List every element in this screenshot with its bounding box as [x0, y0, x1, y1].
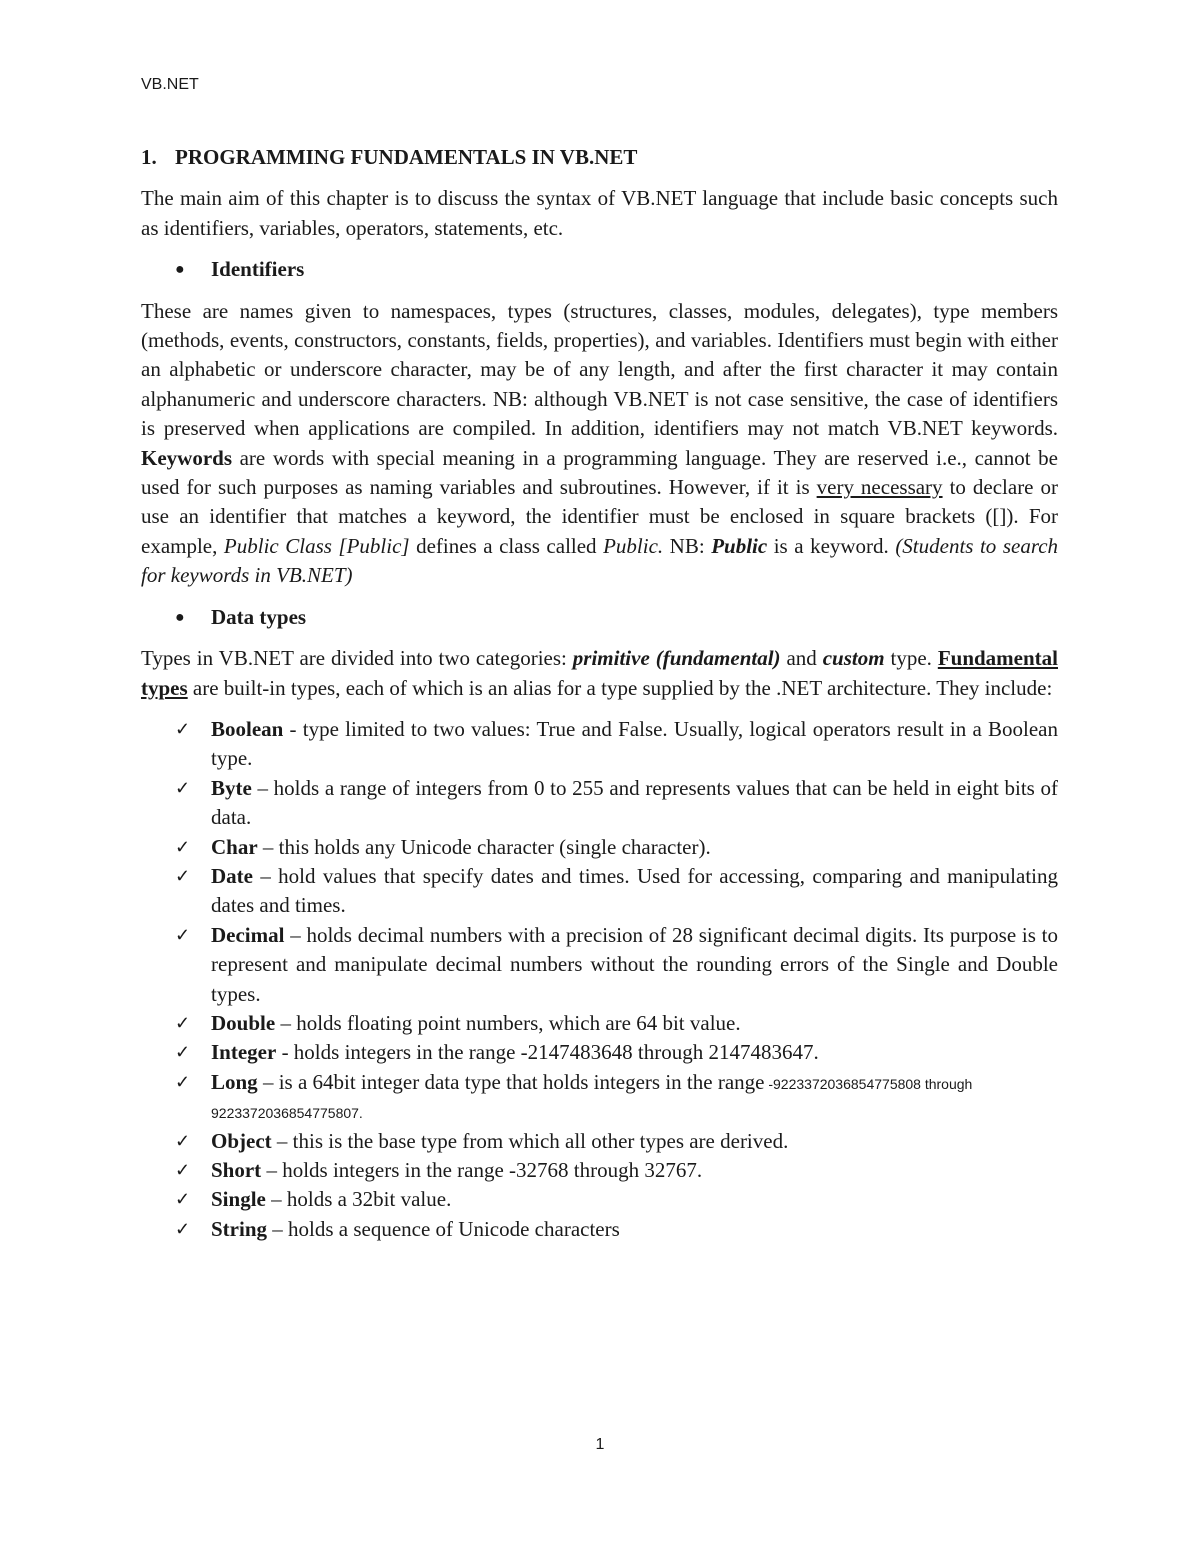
type-description: – holds a 32bit value. [265, 1187, 452, 1212]
list-item [141, 1185, 1058, 1214]
section-data-types [141, 603, 1058, 632]
page-header: VB.NET [141, 76, 199, 93]
list-item [141, 774, 1058, 833]
bullet-icon: ● [175, 261, 185, 279]
list-item [141, 1215, 1058, 1244]
checkmark-icon: ✓ [175, 718, 191, 739]
list-item [141, 715, 1058, 774]
type-name: Short [211, 1158, 262, 1182]
list-item [141, 833, 1058, 862]
checkmark-icon: ✓ [175, 777, 191, 798]
list-item [141, 1009, 1058, 1038]
keyword-public: Public [711, 533, 768, 558]
page-number: 1 [595, 1436, 605, 1453]
section-title: Identifiers [211, 257, 305, 282]
text-run: to declare or use an identifier that matches a keyword, the identifier must be enclosed in square brackets ([]). For example, [141, 475, 1058, 558]
type-name: String [211, 1216, 268, 1241]
section-title: Data types [211, 604, 307, 629]
chapter-title: PROGRAMMING FUNDAMENTALS IN VB.NET [175, 145, 638, 169]
type-description: – holds integers in the range -32768 through 32767. [261, 1158, 703, 1182]
type-name: Integer [211, 1040, 277, 1065]
intro-paragraph: The main aim of this chapter is to discuss the syntax of VB.NET language that include basic concepts such as identifiers, variables, operators, statements, etc. [141, 186, 1058, 240]
checkmark-icon: ✓ [175, 1189, 191, 1210]
checkmark-icon: ✓ [175, 1012, 191, 1033]
type-name: Char [211, 834, 258, 859]
list-item [141, 1156, 1058, 1185]
checkmark-icon: ✓ [175, 1130, 191, 1151]
section-identifiers [141, 255, 1058, 284]
datatypes-paragraph [141, 644, 1058, 703]
type-name: Double [211, 1010, 276, 1035]
type-description: – holds a range of integers from 0 to 255 and represents values that can be held in eight bits of data. [211, 775, 1058, 830]
type-name: Date [211, 863, 253, 888]
type-description: – this is the base type from which all other types are derived. [271, 1128, 789, 1153]
type-name: Single [211, 1187, 266, 1212]
keywords-term: Keywords [141, 445, 232, 470]
text-run: NB: [669, 533, 705, 558]
type-description: – is a 64bit integer data type that holds integers in the range [257, 1069, 765, 1094]
class-name: Public. [603, 533, 664, 558]
list-item [141, 862, 1058, 921]
checkmark-icon: ✓ [175, 836, 191, 857]
list-item [141, 1038, 1058, 1067]
type-description: – holds a sequence of Unicode characters [267, 1216, 620, 1241]
fundamental-types-term: Fundamental types [141, 646, 1058, 700]
long-range-end: 9223372036854775807. [211, 1105, 363, 1122]
type-description: – holds decimal numbers with a precision of 28 significant decimal digits. Its purpose is to represent and manipulate decimal numbers without the rounding errors of the Single and Double types. [211, 922, 1058, 1006]
underlined-phrase: very necessary [816, 475, 943, 500]
checkmark-icon: ✓ [175, 1042, 191, 1063]
code-example: Public Class [Public] [223, 533, 410, 558]
type-name: Byte [211, 775, 252, 800]
type-description: – hold values that specify dates and times. Used for accessing, comparing and manipulating dates and times. [211, 863, 1058, 918]
type-description: – holds floating point numbers, which are 64 bit value. [275, 1010, 741, 1035]
chapter-number: 1. [141, 145, 157, 169]
type-name: Object [211, 1128, 272, 1153]
type-description: – this holds any Unicode character (single character). [257, 834, 711, 859]
data-types-list [141, 715, 1058, 1244]
type-name: Boolean [211, 716, 284, 741]
list-item [141, 1127, 1058, 1156]
checkmark-icon: ✓ [175, 1160, 191, 1180]
long-range-start: -9223372036854775808 through [764, 1075, 973, 1092]
text-run: These are names given to namespaces, types (structures, classes, modules, delegates), type members (methods, events, constructors, constants, fields, properties), and variables. Identifiers must begin with either an alphabetic or underscore character, may be of any length, and after the first character it may contain alphanumeric and underscore characters. NB: although VB.NET is not case sensitive, the case of identifiers is preserved when applications are compiled. In addition, identifiers may not match VB.NET keywords. [141, 298, 1058, 441]
identifiers-paragraph [141, 297, 1058, 591]
text-run: are built-in types, each of which is an alias for a type supplied by the .NET architecture. They include: [192, 675, 1053, 700]
type-name: Decimal [211, 922, 285, 947]
list-item [141, 921, 1058, 1009]
document-body [141, 143, 1058, 1244]
primitive-term: primitive (fundamental) [572, 646, 781, 671]
text-run: are words with special meaning in a programming language. They are reserved i.e., cannot be used for such purposes as naming variables and subroutines. However, if it is [141, 445, 1059, 500]
list-item-long [141, 1068, 1058, 1127]
type-name: Long [211, 1069, 258, 1094]
chapter-heading [141, 143, 1058, 172]
checkmark-icon: ✓ [175, 865, 191, 886]
text-run: defines a class called [416, 533, 597, 558]
type-description: - holds integers in the range -2147483648 through 2147483647. [276, 1040, 819, 1065]
students-note: (Students to search for keywords in VB.NET) [141, 533, 1059, 588]
text-run: Types in VB.NET are divided into two categories: [141, 646, 567, 671]
text-run: type. [890, 646, 932, 671]
checkmark-icon: ✓ [175, 1218, 191, 1239]
custom-term: custom [822, 646, 885, 671]
text-run: is a keyword. [773, 533, 889, 558]
checkmark-icon: ✓ [175, 1071, 191, 1092]
type-description: - type limited to two values: True and False. Usually, logical operators result in a Boolean type. [211, 716, 1058, 771]
text-run: and [786, 646, 817, 671]
checkmark-icon: ✓ [175, 924, 191, 945]
bullet-icon: ● [175, 608, 185, 626]
